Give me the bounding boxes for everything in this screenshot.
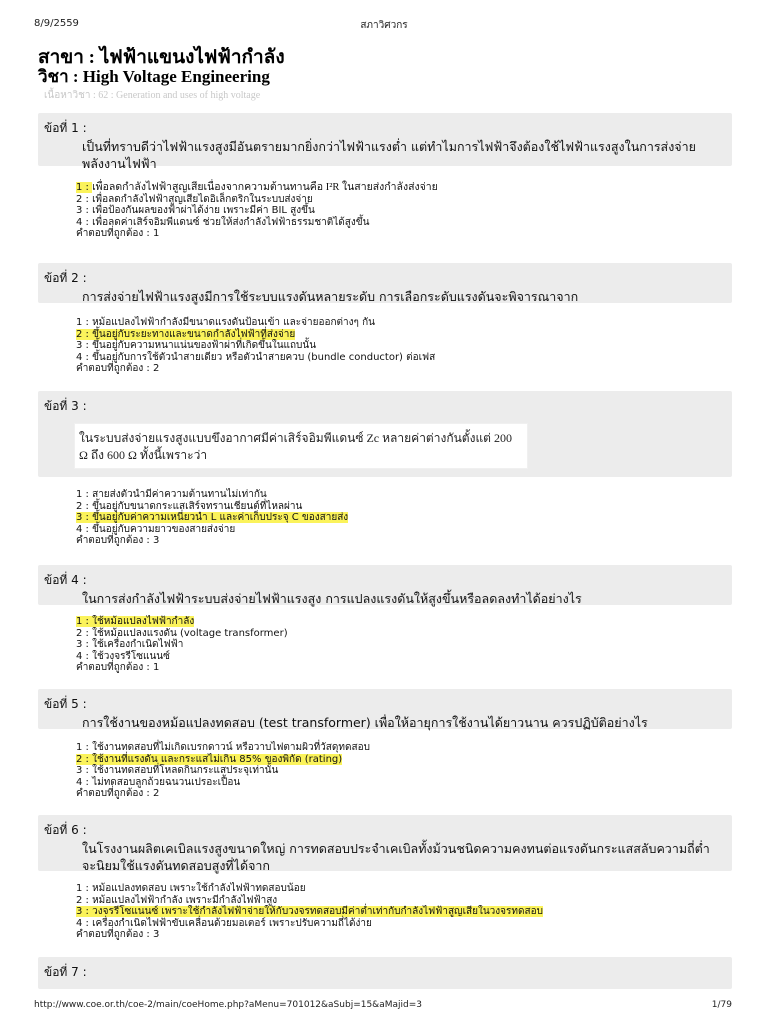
question-number: ข้อที่ 4 : xyxy=(44,573,87,587)
option-list xyxy=(76,489,732,547)
option-text: 2 : ใช้งานที่แรงดัน และกระแสไม่เกิน 85% ของพิกัด (rating) xyxy=(76,753,343,765)
question-6 xyxy=(38,815,732,941)
footer-page-number: 1/79 xyxy=(711,1000,732,1010)
option-4[interactable]: 4 : ใช้วงจรรีโซแนนซ์ xyxy=(76,650,170,662)
question-number: ข้อที่ 5 : xyxy=(44,697,87,711)
question-number: ข้อที่ 3 : xyxy=(44,399,87,413)
option-image-text: เพื่อลดกำลังไฟฟ้าสูญเสียเนื่องจากความต้านทานคือ I²R ในสายส่งกำลังส่งจ่าย xyxy=(92,182,438,193)
question-text: เป็นที่ทราบดีว่าไฟฟ้าแรงสูงมีอันตรายมากยิ่งกว่าไฟฟ้าแรงต่ำ แต่ทำไมการไฟฟ้าจึงต้องใช้ไฟฟ้าแรงสูงในการส่งจ่ายพลังงานไฟฟ้า xyxy=(82,139,696,171)
option-1[interactable] xyxy=(76,182,732,194)
question-image: ในระบบส่งจ่ายแรงสูงแบบขึงอากาศมีค่าเสิร์จอิมพีแดนซ์ Zc หลายค่าต่างกันตั้งแต่ 200 Ω ถึง 600 Ω ทั้งนี้เพราะว่า xyxy=(74,423,528,469)
option-list xyxy=(76,616,732,674)
question-text: การส่งจ่ายไฟฟ้าแรงสูงมีการใช้ระบบแรงดันหลายระดับ การเลือกระดับแรงดันจะพิจารณาจาก xyxy=(82,289,579,304)
question-7 xyxy=(38,957,732,989)
option-1[interactable]: 1 : ใช้งานทดสอบที่ไม่เกิดเบรกดาวน์ หรือวาบไฟตามผิวที่วัสดุทดสอบ xyxy=(76,742,370,753)
option-list xyxy=(76,742,732,800)
option-list xyxy=(76,182,732,240)
option-text: 3 : วงจรรีโซแนนซ์ เพราะใช้กำลังไฟฟ้าจ่ายให้กับวงจรทดสอบมีค่าต่ำเท่ากับกำลังไฟฟ้าสูญเสียในวงจรทดสอบ xyxy=(76,906,543,917)
option-1[interactable] xyxy=(76,616,732,628)
question-1 xyxy=(38,113,732,240)
option-2[interactable]: 2 : เพื่อลดกำลังไฟฟ้าสูญเสียไดอิเล็กตริกในระบบส่งจ่าย xyxy=(76,193,313,205)
correct-answer: คำตอบที่ถูกต้อง : 2 xyxy=(76,788,160,799)
option-4[interactable]: 4 : ขึ้นอยู่กับความยาวของสายส่งจ่าย xyxy=(76,523,236,535)
question-box xyxy=(38,689,732,729)
question-box xyxy=(38,263,732,303)
option-text: 1 : xyxy=(76,182,93,193)
option-1[interactable]: 1 : หม้อแปลงทดสอบ เพราะใช้กำลังไฟฟ้าทดสอบน้อย xyxy=(76,883,306,894)
option-4[interactable]: 4 : ไม่ทดสอบลูกถ้วยฉนวนเปรอะเปื้อน xyxy=(76,776,241,788)
question-5 xyxy=(38,689,732,800)
question-text: ในการส่งกำลังไฟฟ้าระบบส่งจ่ายไฟฟ้าแรงสูง การแปลงแรงดันให้สูงขึ้นหรือลดลงทำได้อย่างไร xyxy=(82,591,582,606)
question-box xyxy=(38,957,732,989)
option-1[interactable]: 1 : สายส่งตัวนำมีค่าความต้านทานไม่เท่ากัน xyxy=(76,489,267,500)
option-text: 2 : ขึ้นอยู่กับระยะทางและขนาดกำลังไฟฟ้าที่ส่งจ่าย xyxy=(76,328,296,340)
print-date: 8/9/2559 xyxy=(34,18,79,29)
option-2[interactable]: 2 : ใช้หม้อแปลงแรงดัน (voltage transformer) xyxy=(76,627,288,639)
option-2[interactable]: 2 : ขึ้นอยู่กับขนาดกระแสเสิร์จทรานเชียนต์ที่ไหลผ่าน xyxy=(76,500,303,512)
option-list xyxy=(76,317,732,375)
question-number: ข้อที่ 2 : xyxy=(44,271,87,285)
correct-answer: คำตอบที่ถูกต้อง : 3 xyxy=(76,535,160,546)
option-3[interactable]: 3 : ใช้งานทดสอบที่โหลดกินกระแสประจุเท่านั้น xyxy=(76,765,279,776)
correct-answer: คำตอบที่ถูกต้อง : 2 xyxy=(76,363,160,374)
option-2[interactable] xyxy=(76,329,732,341)
question-box xyxy=(38,815,732,871)
option-4[interactable]: 4 : เครื่องกำเนิดไฟฟ้าขับเคลื่อนด้วยมอเตอร์ เพราะปรับความถี่ได้ง่าย xyxy=(76,917,372,929)
option-3[interactable] xyxy=(76,906,732,918)
option-3[interactable]: 3 : ขึ้นอยู่กับความหนาแน่นของฟ้าผ่าที่เกิดขึ้นในแถบนั้น xyxy=(76,340,317,351)
option-4[interactable]: 4 : ขึ้นอยู่กับการใช้ตัวนำสายเดียว หรือตัวนำสายควบ (bundle conductor) ต่อเฟส xyxy=(76,351,436,363)
subject-course: วิชา : High Voltage Engineering xyxy=(38,67,270,86)
option-list xyxy=(76,883,732,941)
option-3[interactable] xyxy=(76,512,732,524)
subject-branch: สาขา : ไฟฟ้าแขนงไฟฟ้ากำลัง xyxy=(38,47,285,68)
option-2[interactable] xyxy=(76,754,732,766)
option-1[interactable]: 1 : หม้อแปลงไฟฟ้ากำลังมีขนาดแรงดันป้อนเข้า และจ่ายออกต่างๆ กัน xyxy=(76,317,375,328)
option-3[interactable]: 3 : ใช้เครื่องกำเนิดไฟฟ้า xyxy=(76,639,184,650)
question-2 xyxy=(38,263,732,375)
question-number: ข้อที่ 6 : xyxy=(44,823,87,837)
correct-answer: คำตอบที่ถูกต้อง : 1 xyxy=(76,662,160,673)
print-header-title: สภาวิศวกร xyxy=(360,20,408,31)
option-3[interactable]: 3 : เพื่อป้องกันผลของฟ้าผ่าได้ง่าย เพราะมีค่า BIL สูงขึ้น xyxy=(76,205,315,216)
question-text: ในโรงงานผลิตเคเบิลแรงสูงขนาดใหญ่ การทดสอบประจำเคเบิลทั้งม้วนชนิดความคงทนต่อแรงดันกระแสสลับความถี่ต่ำ จะนิยมใช้แรงดันทดสอบสูงที่ได้จาก xyxy=(82,841,710,873)
question-4 xyxy=(38,565,732,674)
correct-answer: คำตอบที่ถูกต้อง : 1 xyxy=(76,228,160,239)
question-box xyxy=(38,565,732,605)
correct-answer: คำตอบที่ถูกต้อง : 3 xyxy=(76,929,160,940)
option-text: 3 : ขึ้นอยู่กับค่าความเหนี่ยวนำ L และค่าเก็บประจุ C ของสายส่ง xyxy=(76,512,349,523)
option-4[interactable]: 4 : เพื่อลดค่าเสิร์จอิมพีแดนซ์ ช่วยให้ส่งกำลังไฟฟ้าธรรมชาติได้สูงขึ้น xyxy=(76,216,370,228)
footer-url: http://www.coe.or.th/coe-2/main/coeHome.php?aMenu=701012&aSubj=15&aMajid=3 xyxy=(34,1000,422,1010)
question-number: ข้อที่ 7 : xyxy=(44,965,87,979)
option-2[interactable]: 2 : หม้อแปลงไฟฟ้ากำลัง เพราะมีกำลังไฟฟ้าสูง xyxy=(76,894,278,906)
question-number: ข้อที่ 1 : xyxy=(44,121,87,135)
question-box xyxy=(38,113,732,171)
option-text: 1 : ใช้หม้อแปลงไฟฟ้ากำลัง xyxy=(76,616,195,627)
question-text: การใช้งานของหม้อแปลงทดสอบ (test transformer) เพื่อให้อายุการใช้งานได้ยาวนาน ควรปฏิบัติอย่างไร xyxy=(82,715,648,730)
subject-topic: เนื้อหาวิชา : 62 : Generation and uses of high voltage xyxy=(44,90,261,101)
question-3 xyxy=(38,391,732,547)
